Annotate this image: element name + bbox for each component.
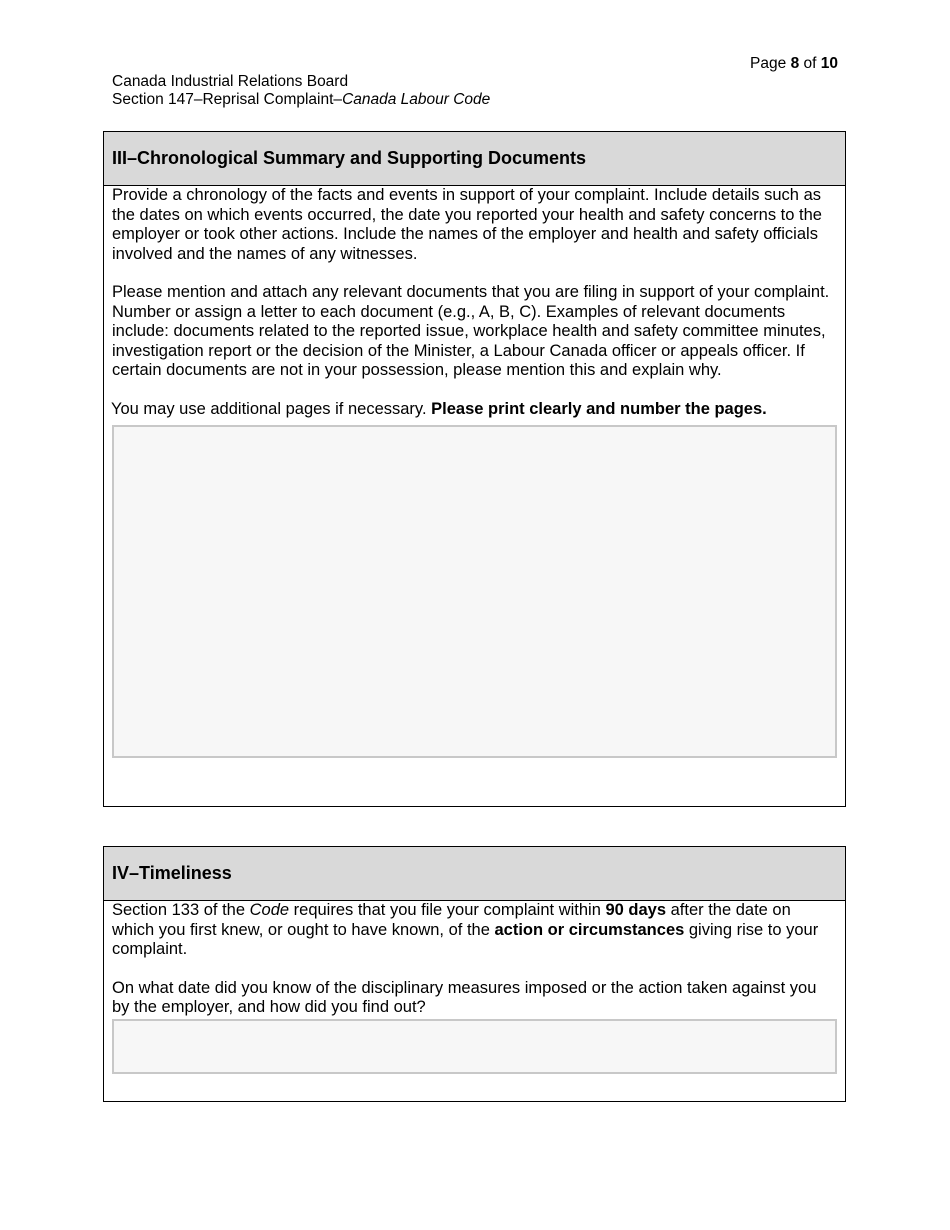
- timeliness-text-c: after the date on which you first knew, or ought to have known, of the: [112, 901, 791, 939]
- form-title: [112, 91, 490, 109]
- action-circumstances-bold: action or circumstances: [494, 920, 685, 939]
- timeliness-text-b: requires that you file your complaint within: [289, 901, 606, 919]
- ninety-days-bold: 90 days: [605, 901, 667, 919]
- additional-pages-note: [104, 400, 845, 420]
- code-italic: Code: [249, 901, 290, 919]
- section-title-chronological-summary: III–Chronological Summary and Supporting Documents: [104, 132, 845, 186]
- additional-pages-text: You may use additional pages if necessary.: [111, 399, 432, 418]
- chronology-text-field[interactable]: [112, 425, 837, 758]
- page-current: 8: [790, 55, 800, 72]
- page-of: of: [803, 55, 817, 72]
- timeliness-instructions: [104, 901, 845, 960]
- section-chronological-summary: [103, 131, 846, 807]
- date-known-text-field[interactable]: [112, 1019, 837, 1074]
- document-header: [112, 73, 490, 108]
- section-timeliness: [103, 846, 846, 1102]
- documents-instructions: Please mention and attach any relevant documents that you are filing in support of your complaint. Number or assign a letter to each document (e.g., A, B, C). Examples of relevant documents include: documents related to the reported issue, workplace health and safety committee minutes, investigation report or the decision of the Minister, a Labour Canada officer or appeals officer. If certain documents are not in your possession, please mention this and explain why.: [112, 283, 830, 379]
- section-title-timeliness: IV–Timeliness: [104, 847, 845, 901]
- form-title-italic: Canada Labour Code: [342, 90, 491, 108]
- page-number: [750, 55, 838, 73]
- timeliness-text-d: giving rise to your complaint.: [112, 920, 819, 958]
- timeliness-text-a: Section 133 of the: [112, 901, 250, 919]
- date-question: On what date did you know of the disciplinary measures imposed or the action taken against you by the employer, and how did you find out?: [112, 978, 817, 1016]
- print-clearly-text: Please print clearly and number the pages.: [431, 399, 767, 418]
- form-title-prefix: Section 147–Reprisal Complaint–: [112, 90, 343, 108]
- page-total: 10: [820, 55, 838, 72]
- chronology-instructions: Provide a chronology of the facts and events in support of your complaint. Include details such as the dates on which events occurred, the date you reported your health and safety concerns to the employer or took other actions. Include the names of the employer and health and safety officials involved and the names of any witnesses.: [112, 186, 822, 263]
- page-label: Page: [750, 55, 787, 72]
- board-name: Canada Industrial Relations Board: [112, 73, 349, 90]
